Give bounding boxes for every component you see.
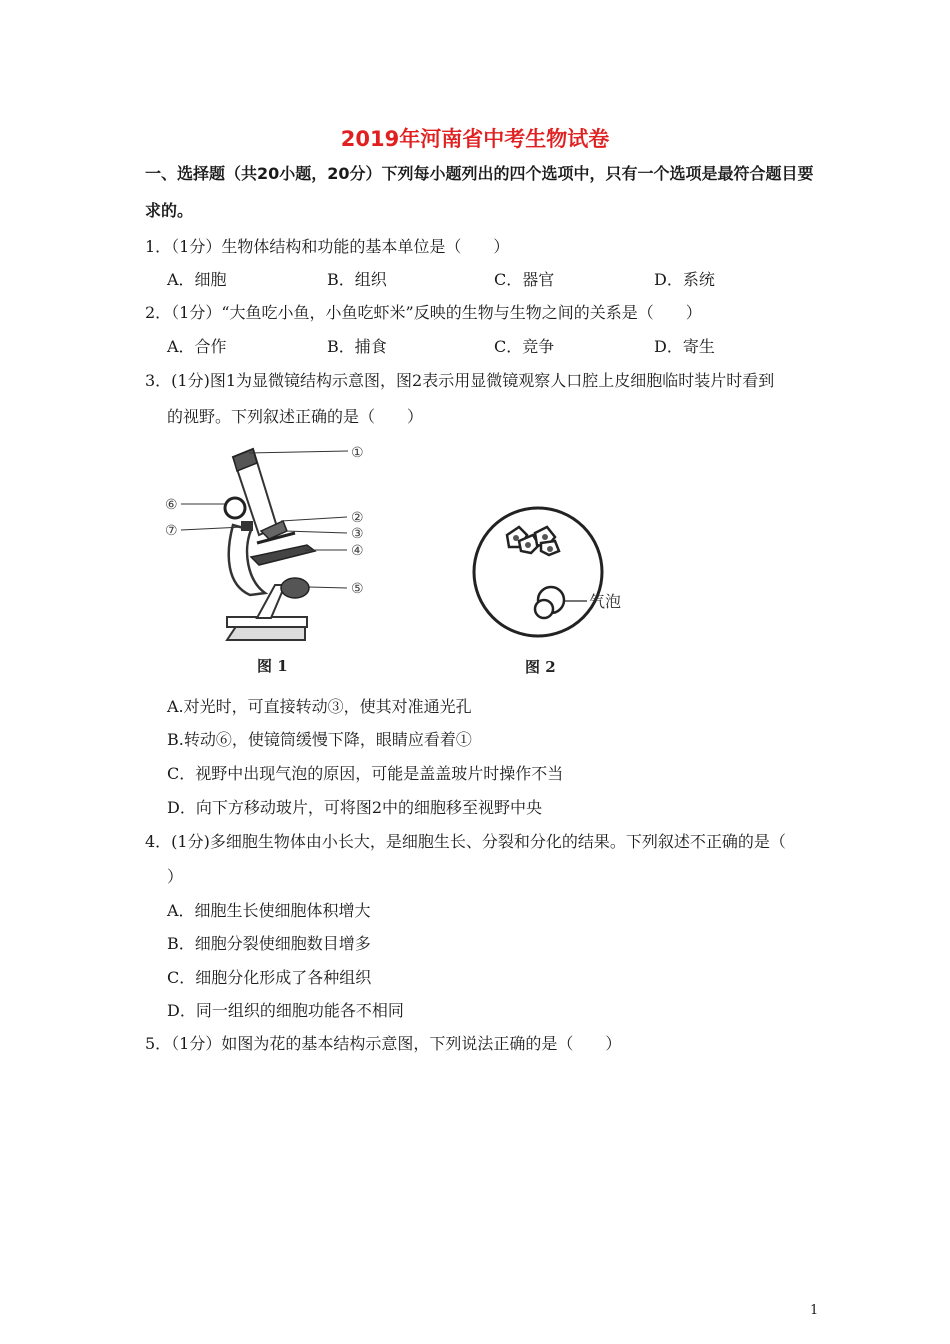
question-3-option-c: C．视野中出现气泡的原因，可能是盖盖玻片时操作不当 bbox=[167, 764, 564, 783]
microscope-label-2: ② bbox=[351, 510, 364, 526]
question-3-stem-line1: 3．(1分)图1为显微镜结构示意图，图2表示用显微镜观察人口腔上皮细胞临时装片时看到 bbox=[145, 371, 775, 390]
microscope-stage bbox=[251, 545, 315, 565]
question-3-option-b: B.转动⑥，使镜筒缓慢下降，眼睛应看着① bbox=[167, 730, 472, 749]
section-heading-line2: 求的。 bbox=[145, 201, 194, 220]
microscope-label-4: ④ bbox=[351, 543, 364, 559]
coarse-focus-knob bbox=[225, 498, 245, 518]
question-4-option-c: C．细胞分化形成了各种组织 bbox=[167, 968, 372, 987]
question-4-option-a: A．细胞生长使细胞体积增大 bbox=[167, 901, 371, 920]
question-5-stem: 5．（1分）如图为花的基本结构示意图，下列说法正确的是（ ） bbox=[145, 1034, 622, 1053]
question-1-option-d: D．系统 bbox=[654, 270, 715, 289]
question-3-option-d: D．向下方移动玻片，可将图2中的细胞移至视野中央 bbox=[167, 798, 543, 817]
section-heading-line1: 一、选择题（共20小题，20分）下列每小题列出的四个选项中，只有一个选项是最符合题目要 bbox=[145, 164, 814, 183]
microscope-label-6: ⑥ bbox=[165, 497, 178, 513]
microscope-label-5: ⑤ bbox=[351, 581, 364, 597]
question-2-option-d: D．寄生 bbox=[654, 337, 715, 356]
question-4-option-b: B．细胞分裂使细胞数目增多 bbox=[167, 934, 371, 953]
question-1-stem: 1．（1分）生物体结构和功能的基本单位是（ ） bbox=[145, 237, 510, 256]
page-title: 2019年河南省中考生物试卷 bbox=[340, 127, 610, 151]
figure-2-caption: 图 2 bbox=[525, 658, 556, 676]
question-1-option-a: A．细胞 bbox=[167, 270, 227, 289]
question-2-option-b: B．捕食 bbox=[327, 337, 387, 356]
question-2-stem: 2．（1分）“大鱼吃小鱼，小鱼吃虾米”反映的生物与生物之间的关系是（ ） bbox=[145, 303, 702, 322]
question-2-option-c: C．竞争 bbox=[494, 337, 555, 356]
microscope-label-3: ③ bbox=[351, 526, 364, 542]
question-4-stem-line1: 4．(1分)多细胞生物体由小长大，是细胞生长、分裂和分化的结果。下列叙述不正确的是（ bbox=[145, 832, 786, 851]
microscope-label-1: ① bbox=[351, 445, 364, 461]
question-4-option-d: D．同一组织的细胞功能各不相同 bbox=[167, 1001, 404, 1020]
microscope-mirror bbox=[281, 578, 309, 598]
section-heading bbox=[145, 155, 825, 229]
question-3-stem-line2: 的视野。下列叙述正确的是（ ） bbox=[167, 407, 424, 426]
question-4-stem-line2: ） bbox=[167, 867, 184, 886]
microscope-figure bbox=[165, 435, 385, 680]
question-3-option-a: A.对光时，可直接转动③，使其对准通光孔 bbox=[167, 697, 472, 716]
question-2-option-a: A．合作 bbox=[167, 337, 227, 356]
air-bubble-small bbox=[535, 600, 553, 618]
field-of-view-figure bbox=[465, 505, 665, 680]
question-1-option-b: B．组织 bbox=[327, 270, 387, 289]
question-1-option-c: C．器官 bbox=[494, 270, 555, 289]
figure-1-caption: 图 1 bbox=[257, 657, 288, 675]
bubble-label: 气泡 bbox=[589, 592, 622, 611]
microscope-label-7: ⑦ bbox=[165, 523, 178, 539]
page-number: 1 bbox=[810, 1303, 819, 1318]
